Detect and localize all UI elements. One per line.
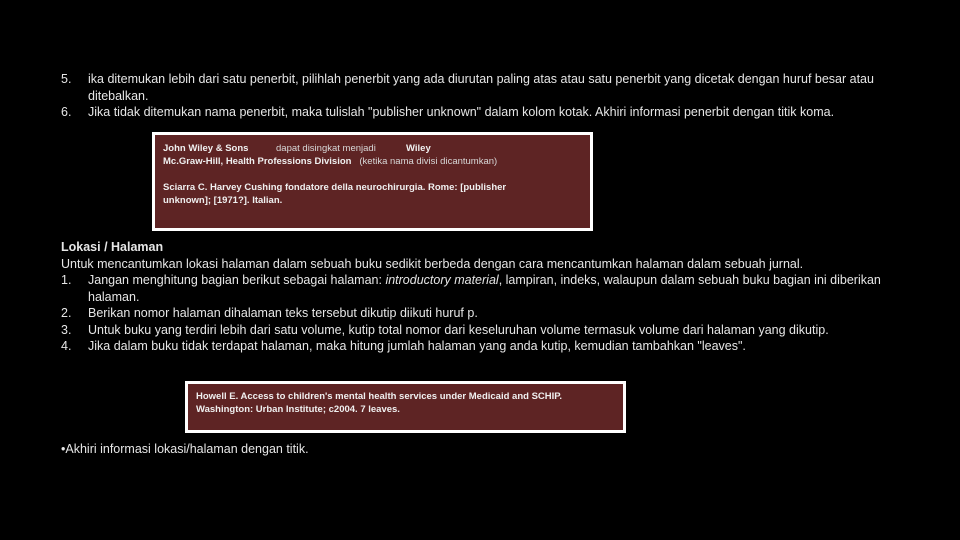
publisher-name: John Wiley & Sons (163, 143, 249, 154)
citation-line: unknown]; [1971?]. Italian. (163, 195, 283, 206)
list-item (61, 71, 911, 104)
example-row-wiley (163, 142, 582, 155)
citation-line: Sciarra C. Harvey Cushing fondatore della neurochirurgia. Rome: [publisher (163, 182, 507, 193)
list-number: 3. (61, 322, 72, 337)
list-item (61, 104, 911, 121)
text-segment: Jangan menghitung bagian berikut sebagai halaman: (88, 273, 386, 287)
list-text: Jika tidak ditemukan nama penerbit, maka tulislah "publisher unknown" dalam kolom kotak. Akhiri informasi penerbit dengan titik koma. (88, 105, 835, 119)
final-note: •Akhiri informasi lokasi/halaman dengan titik. (61, 442, 309, 456)
pages-example-box (185, 381, 626, 433)
list-item (61, 322, 911, 339)
list-number: 6. (61, 105, 72, 119)
italic-term: introductory material (385, 273, 499, 287)
publisher-name: Mc.Graw-Hill, Health Professions Division (163, 156, 352, 167)
penerbit-rules-list (61, 71, 911, 121)
publisher-note: dapat disingkat menjadi (276, 143, 376, 154)
list-text: Berikan nomor halaman dihalaman teks tersebut dikutip diikuti huruf p. (88, 306, 478, 320)
publisher-example-box (152, 132, 593, 231)
citation-line: Washington: Urban Institute; c2004. 7 leaves. (196, 404, 400, 415)
list-number: 1. (61, 273, 72, 287)
section-intro: Untuk mencantumkan lokasi halaman dalam sebuah buku sedikit berbeda dengan cara mencantumkan halaman dalam sebuah jurnal. (61, 257, 804, 271)
list-item (61, 338, 911, 355)
halaman-rules-list (61, 272, 911, 355)
list-number: 5. (61, 72, 72, 86)
publisher-short-name: Wiley (406, 143, 431, 154)
list-number: 4. (61, 339, 72, 353)
text-segment: , lampiran, indeks, walaupun dalam sebuah buku bagian ini diberikan halaman. (88, 273, 881, 304)
publisher-note: (ketika nama divisi dicantumkan) (359, 156, 498, 167)
list-text: Untuk buku yang terdiri lebih dari satu volume, kutip total nomor dari keseluruhan volume termasuk volume dari halaman yang dikutip. (88, 322, 829, 337)
list-text: ika ditemukan lebih dari satu penerbit, pilihlah penerbit yang ada diurutan paling atas atau satu penerbit yang dicetak dengan huruf besar atau ditebalkan. (88, 72, 874, 103)
section-heading: Lokasi / Halaman (61, 240, 164, 254)
spacer (163, 168, 582, 181)
list-text: Jika dalam buku tidak terdapat halaman, maka hitung jumlah halaman yang anda kutip, kemudian tambahkan "leaves". (88, 339, 746, 353)
example-row-mcgraw (163, 155, 582, 168)
citation-line: Howell E. Access to children's mental health services under Medicaid and SCHIP. (196, 391, 563, 402)
list-item (61, 272, 911, 305)
list-item (61, 305, 911, 322)
list-number: 2. (61, 306, 72, 320)
list-text (88, 273, 881, 304)
